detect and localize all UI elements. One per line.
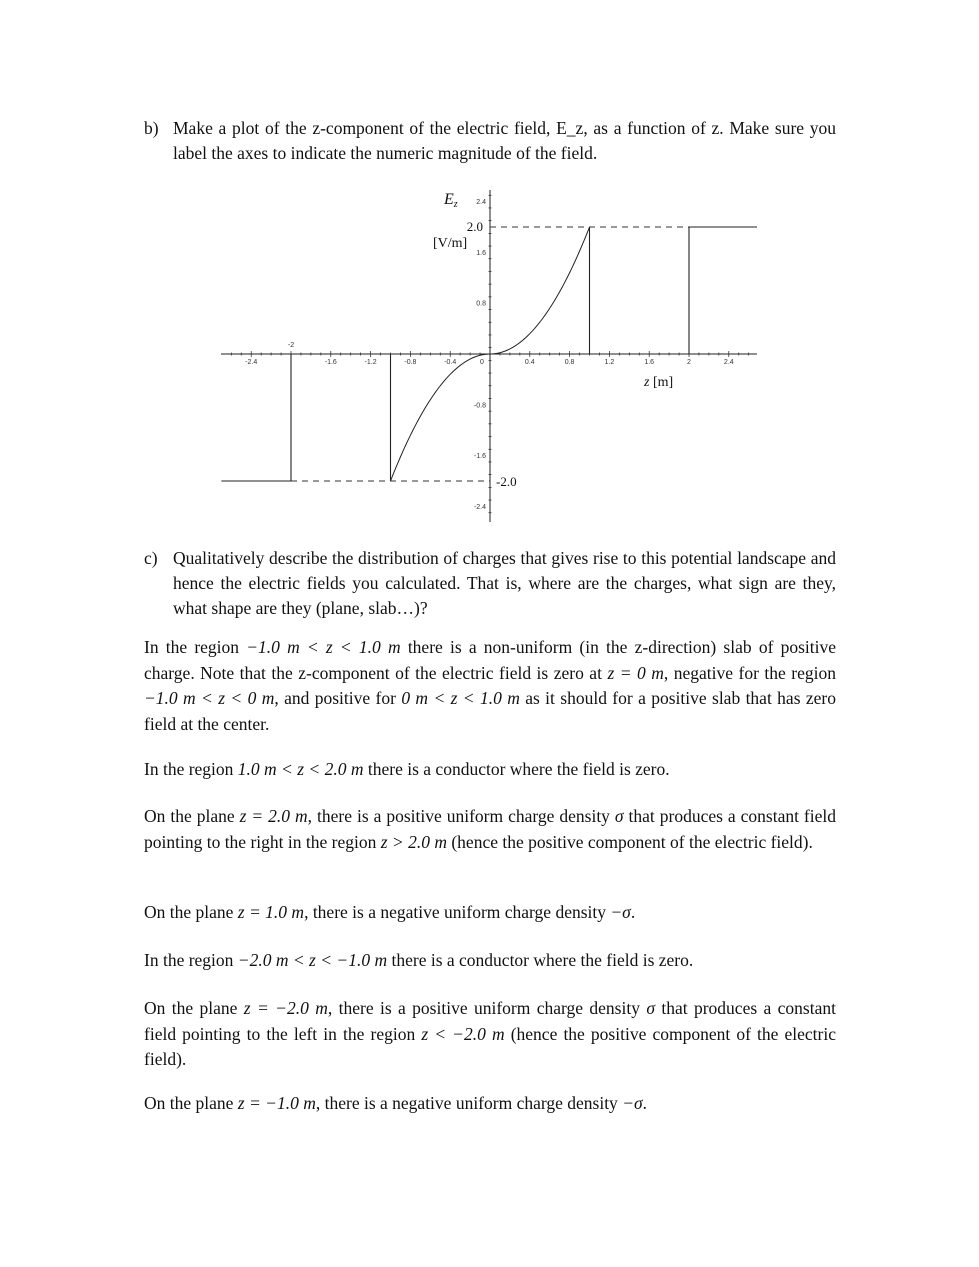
x-tick-label: 1.2	[604, 359, 615, 366]
question-b-text: Make a plot of the z-component of the electric field, E_z, as a function of z. Make sure you label the axes to indicate the numeric magnitude of the field.	[173, 118, 836, 163]
electric-field-plot	[0, 0, 979, 540]
y-tick-label: 2.4	[476, 199, 486, 207]
answer-paragraph-5: In the region −2.0 m < z < −1.0 m there is a conductor where the field is zero.	[144, 950, 694, 970]
answer-paragraph-3: On the plane z = 2.0 m, there is a positive uniform charge density σ that produces a constant field pointing to the right in the region z > 2.0 m (hence the positive component of the electric field).	[144, 806, 836, 852]
x-tick-label: -1.2	[364, 359, 377, 366]
x-tick-label: 2.4	[723, 359, 734, 366]
question-b-label: b)	[144, 118, 159, 138]
x-tick-label: 1.6	[644, 359, 655, 366]
annotation-neg2.0: -2.0	[496, 474, 517, 489]
y-tick-label: 0.8	[476, 300, 486, 308]
x-tick-label: -2.4	[245, 359, 258, 366]
y-tick-label: -1.6	[473, 453, 486, 461]
answer-paragraph-4: On the plane z = 1.0 m, there is a negative uniform charge density −σ.	[144, 902, 636, 922]
annotation-2.0: 2.0	[466, 219, 483, 234]
y-tick-label: -2.4	[473, 503, 486, 511]
answer-paragraph-2: In the region 1.0 m < z < 2.0 m there is a conductor where the field is zero.	[144, 759, 670, 779]
y-axis-unit: [V/m]	[433, 236, 468, 251]
x-tick-label: -1.6	[324, 359, 337, 366]
y-tick-label: -0.8	[473, 402, 486, 410]
answer-paragraph-7: On the plane z = −1.0 m, there is a negative uniform charge density −σ.	[144, 1093, 648, 1113]
question-c-text: Qualitatively describe the distribution of charges that gives rise to this potential landscape and hence the electric fields you calculated. That is, where are the charges, what sign are they, what shape are they (plane, slab…)?	[173, 548, 836, 618]
answer-paragraph-1: In the region −1.0 m < z < 1.0 m there is a non-uniform (in the z-direction) slab of positive charge. Note that the z-component of the electric field is zero at z = 0 m, negative for the region −1.0 m < z < 0 m, and positive for 0 m < z < 1.0 m as it should for a positive slab that has zero field at the center.	[144, 637, 836, 734]
x-tick-label: -0.4	[444, 359, 457, 366]
field-curve	[490, 227, 590, 354]
question-c	[144, 546, 836, 621]
field-curve	[391, 354, 491, 481]
x-tick-label: -0.8	[404, 359, 417, 366]
y-tick-label: 1.6	[476, 249, 486, 257]
x-tick-label: 0.4	[524, 359, 535, 366]
x-tick-label: 2	[687, 359, 691, 366]
y-axis-label: Ez	[444, 191, 458, 210]
x-tick-label: 0	[480, 359, 484, 366]
x-axis-label: z [m]	[644, 375, 674, 390]
question-c-label: c)	[144, 548, 158, 568]
x-tick-label: 0.8	[564, 359, 575, 366]
x-tick-label: -2	[287, 342, 295, 349]
answer-paragraph-6: On the plane z = −2.0 m, there is a positive uniform charge density σ that produces a constant field pointing to the left in the region z < −2.0 m (hence the positive component of the electric field).	[144, 998, 836, 1069]
